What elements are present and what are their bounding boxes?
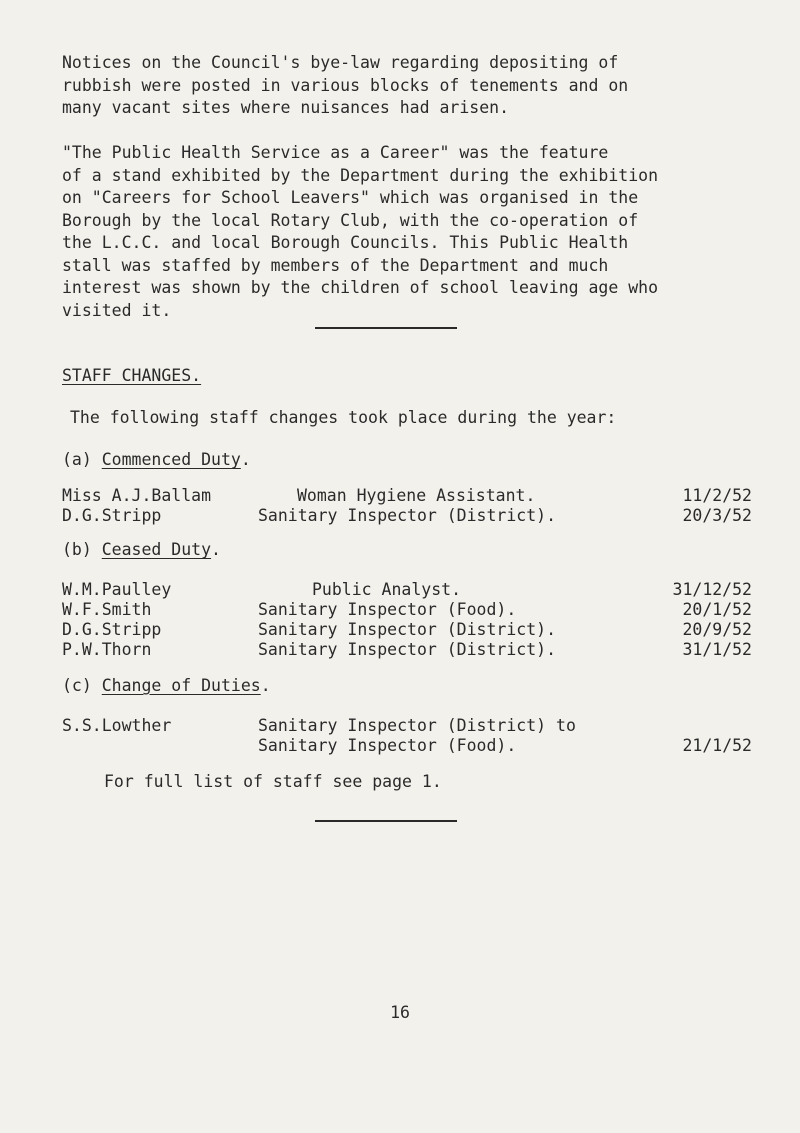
section-title: Change of Duties: [101, 676, 261, 695]
staff-changes-intro: The following staff changes took place during the year:: [70, 408, 617, 427]
staff-name: W.M.Paulley: [62, 580, 172, 599]
careers-exhibition-paragraph: [62, 142, 752, 322]
staff-date: 21/1/52: [682, 736, 752, 755]
staff-role: Public Analyst.: [312, 580, 462, 599]
staff-date: 11/2/52: [682, 486, 752, 505]
footer-note: For full list of staff see page 1.: [104, 772, 442, 791]
staff-role: Woman Hygiene Assistant.: [297, 486, 536, 505]
section-title: Ceased Duty: [101, 540, 212, 559]
paragraph-line: of a stand exhibited by the Department during the exhibition: [62, 165, 659, 185]
section-prefix: (b): [62, 540, 102, 559]
paragraph-line: "The Public Health Service as a Career" was the feature: [62, 143, 609, 162]
section-prefix: (c): [62, 676, 102, 695]
staff-name: S.S.Lowther: [62, 716, 172, 735]
paragraph-line: stall was staffed by members of the Department and much: [62, 255, 609, 275]
staff-role: Sanitary Inspector (Food).: [258, 600, 517, 619]
staff-date: 31/12/52: [672, 580, 752, 599]
paragraph-line: Notices on the Council's bye-law regarding depositing of: [62, 53, 619, 72]
staff-date: 20/1/52: [682, 600, 752, 619]
page-number: 16: [390, 1003, 410, 1022]
section-a-heading: [62, 450, 251, 469]
section-c-heading: [62, 676, 271, 695]
section-b-heading: [62, 540, 221, 559]
paragraph-line: many vacant sites where nuisances had arisen.: [62, 98, 510, 117]
paragraph-line: Borough by the local Rotary Club, with the co-operation of: [62, 210, 639, 230]
staff-date: 31/1/52: [682, 640, 752, 659]
staff-name: D.G.Stripp: [62, 506, 162, 525]
section-prefix: (a): [62, 450, 102, 469]
section-suffix: .: [211, 540, 221, 559]
paragraph-line: the L.C.C. and local Borough Councils. This Public Health: [62, 233, 629, 252]
section-suffix: .: [240, 450, 251, 469]
paragraph-line: rubbish were posted in various blocks of tenements and on: [62, 75, 629, 95]
section-suffix: .: [260, 676, 271, 695]
staff-role: Sanitary Inspector (District) to: [258, 716, 576, 735]
paragraph-line: visited it.: [62, 300, 172, 320]
section-title: Commenced Duty: [101, 450, 241, 469]
section-divider: [315, 327, 457, 329]
staff-role: Sanitary Inspector (District).: [258, 640, 557, 659]
paragraph-line: interest was shown by the children of school leaving age who: [62, 278, 659, 297]
staff-name: D.G.Stripp: [62, 620, 162, 639]
staff-role: Sanitary Inspector (District).: [258, 506, 557, 525]
staff-changes-heading: STAFF CHANGES.: [62, 366, 202, 385]
bye-law-paragraph: [62, 52, 752, 120]
staff-name: P.W.Thorn: [62, 640, 152, 659]
staff-role: Sanitary Inspector (District).: [258, 620, 557, 639]
staff-role: Sanitary Inspector (Food).: [258, 736, 517, 755]
staff-name: Miss A.J.Ballam: [62, 486, 212, 505]
staff-date: 20/9/52: [682, 620, 752, 639]
paragraph-line: on "Careers for School Leavers" which was organised in the: [62, 188, 639, 207]
staff-date: 20/3/52: [682, 506, 752, 525]
staff-name: W.F.Smith: [62, 600, 152, 619]
section-divider: [315, 820, 457, 822]
